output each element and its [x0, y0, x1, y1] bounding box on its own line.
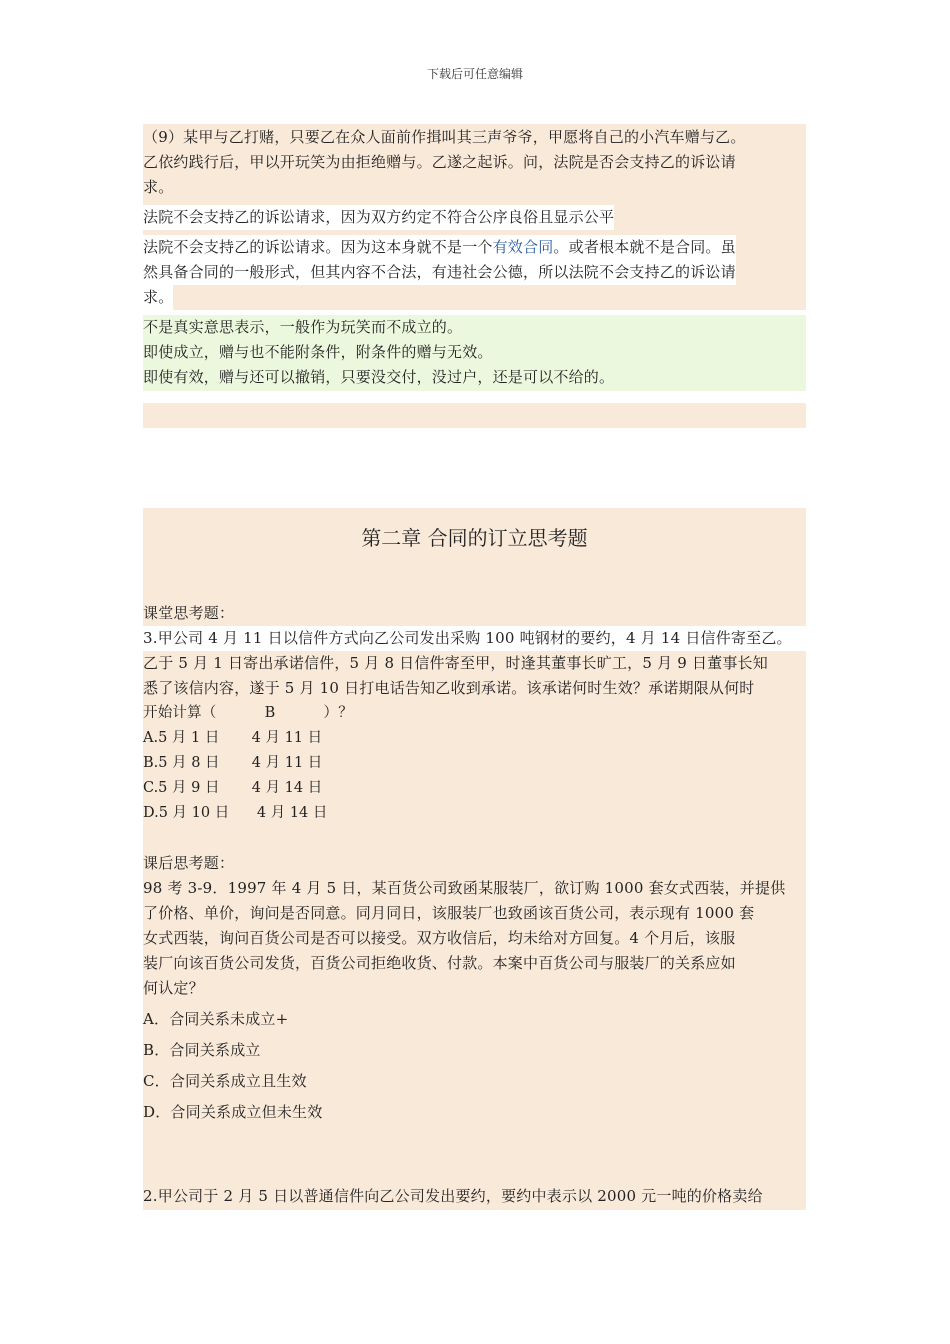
question-98-line: 女式西装，询问百货公司是否可以接受。双方收信后，均未给对方回复。4 个月后，该服	[143, 929, 736, 947]
note-line: 不是真实意思表示，一般作为玩笑而不成立的。	[143, 318, 463, 336]
question-9-line: 求。	[143, 178, 174, 196]
after-class-questions-label: 课后思考题：	[143, 854, 235, 872]
empty-block	[143, 403, 806, 428]
answer-2-text: 然具备合同的一般形式，但其内容不合法，有违社会公德，所以法院不会支持乙的诉讼请	[143, 260, 736, 285]
valid-contract-link[interactable]: 有效合同	[493, 235, 554, 260]
question-98-line: 装厂向该百货公司发货，百货公司拒绝收货、付款。本案中百货公司与服装厂的关系应如	[143, 954, 736, 972]
question-98-line: 何认定？	[143, 979, 204, 997]
notes-block	[143, 315, 806, 391]
question-3-line: 开始计算（ B ）？	[143, 705, 353, 721]
question-9-block	[143, 124, 806, 310]
answer-2-text: 求。	[143, 285, 173, 310]
question-3-line: 乙于 5 月 1 日寄出承诺信件，5 月 8 日信件寄至甲，时逢其董事长旷工，5 月 9 日董事长知	[143, 654, 768, 672]
question-2-line: 2.甲公司于 2 月 5 日以普通信件向乙公司发出要约，要约中表示以 2000 元一吨的价格卖给	[143, 1187, 763, 1205]
note-line: 即使有效，赠与还可以撤销，只要没交付，没过户，还是可以不给的。	[143, 368, 615, 386]
option-a: A．合同关系未成立+	[143, 1010, 289, 1028]
option-b: B.5 月 8 日 4 月 11 日	[143, 755, 323, 771]
question-98-line: 了价格、单价，询问是否同意。同月同日，该服装厂也致函该百货公司，表示现有 1000 套	[143, 904, 755, 922]
note-line: 即使成立，赠与也不能附条件，附条件的赠与无效。	[143, 343, 493, 361]
chapter-2-block	[143, 508, 806, 1210]
option-c: C.5 月 9 日 4 月 14 日	[143, 780, 323, 796]
option-d: D．合同关系成立但未生效	[143, 1103, 323, 1121]
question-3-line: 悉了该信内容，遂于 5 月 10 日打电话告知乙收到承诺。该承诺何时生效？承诺期限从何时	[143, 679, 755, 697]
option-d: D.5 月 10 日 4 月 14 日	[143, 805, 328, 821]
class-questions-label: 课堂思考题：	[143, 604, 235, 622]
question-9-line: 乙依约践行后，甲以开玩笑为由拒绝赠与。乙遂之起诉。问，法院是否会支持乙的诉讼请	[143, 153, 736, 171]
answer-1: 法院不会支持乙的诉讼请求，因为双方约定不符合公序良俗且显示公平	[143, 205, 614, 230]
answer-2-text: 法院不会支持乙的诉讼请求。因为这本身就不是一个	[143, 235, 493, 260]
page-header: 下载后可任意编辑	[426, 67, 523, 81]
answer-2-text: 。或者根本就不是合同。虽	[553, 235, 735, 260]
question-98-line: 98 考 3-9．1997 年 4 月 5 日，某百货公司致函某服装厂，欲订购 1000 套女式西装，并提供	[143, 879, 786, 897]
option-c: C．合同关系成立且生效	[143, 1072, 307, 1090]
chapter-title: 第二章 合同的订立思考题	[361, 526, 588, 550]
question-3-line: 3.甲公司 4 月 11 日以信件方式向乙公司发出采购 100 吨钢材的要约，4 月 14 日信件寄至乙。	[143, 626, 819, 651]
option-b: B．合同关系成立	[143, 1041, 261, 1059]
option-a: A.5 月 1 日 4 月 11 日	[143, 730, 323, 746]
question-9-line: （9）某甲与乙打赌，只要乙在众人面前作揖叫其三声爷爷，甲愿将自己的小汽车赠与乙。	[143, 128, 746, 146]
